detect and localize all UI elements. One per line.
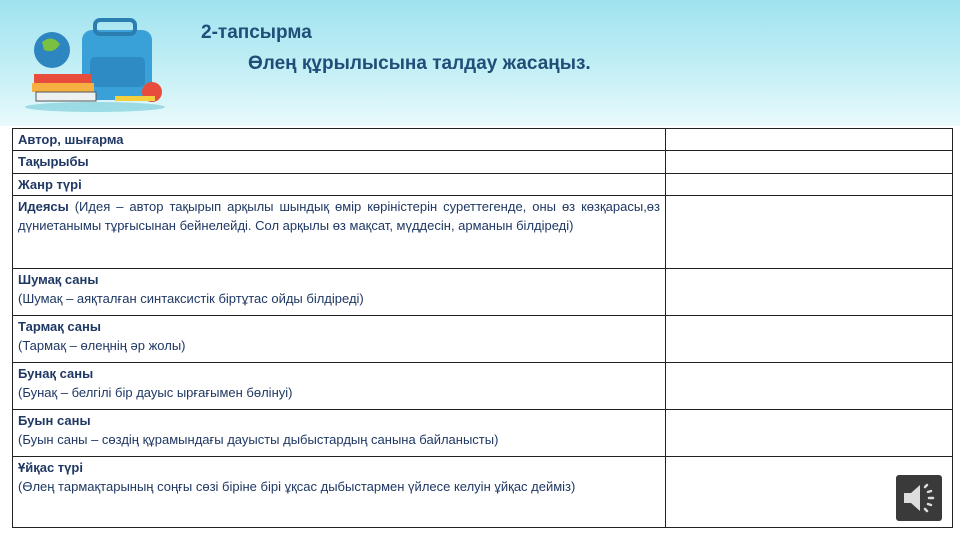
table-row	[13, 363, 953, 410]
answer-cell[interactable]	[666, 196, 953, 269]
table-row	[13, 269, 953, 316]
answer-cell[interactable]	[666, 410, 953, 457]
task-title: 2-тапсырма	[201, 22, 312, 43]
table-row	[13, 410, 953, 457]
row-label: Ұйқас түрі	[18, 460, 83, 475]
row-label: Бунақ саны	[18, 366, 94, 381]
table-row	[13, 151, 953, 174]
school-supplies-illustration	[20, 12, 170, 112]
row-label: Тақырыбы	[18, 154, 89, 169]
answer-cell[interactable]	[666, 363, 953, 410]
row-description: (Идея – автор тақырып арқылы шындық өмір көріністерін суреттегенде, оны өз көзқарасы,өз дүниетанымы тұрғысынан бейнелейді. Сол арқылы өз мақсат, мүддесін, арманын білдіреді)	[18, 199, 660, 233]
task-subtitle: Өлең құрылысына талдау жасаңыз.	[248, 53, 591, 74]
row-label: Буын саны	[18, 413, 91, 428]
speaker-icon	[896, 475, 942, 521]
table-row	[13, 129, 953, 151]
table-row	[13, 316, 953, 363]
row-label: Автор, шығарма	[18, 132, 124, 147]
answer-cell[interactable]	[666, 174, 953, 196]
row-label: Идеясы	[18, 199, 69, 214]
audio-button[interactable]	[896, 475, 942, 521]
answer-cell[interactable]	[666, 316, 953, 363]
row-label: Тармақ саны	[18, 319, 101, 334]
row-description: (Тармақ – өлеңнің әр жолы)	[18, 338, 186, 353]
table-row	[13, 174, 953, 196]
table-row	[13, 457, 953, 528]
row-label: Жанр түрі	[18, 177, 82, 192]
analysis-table	[12, 128, 953, 528]
answer-cell[interactable]	[666, 129, 953, 151]
header-banner	[0, 0, 960, 126]
table-row	[13, 196, 953, 269]
row-description: (Шумақ – аяқталған синтаксистік біртұтас ойды білдіреді)	[18, 291, 364, 306]
answer-cell[interactable]	[666, 151, 953, 174]
row-description: (Бунақ – белгілі бір дауыс ырғағымен бөлінуі)	[18, 385, 293, 400]
row-label: Шумақ саны	[18, 272, 99, 287]
row-description: (Буын саны – сөздің құрамындағы дауысты дыбыстардың санына байланысты)	[18, 432, 499, 447]
answer-cell[interactable]	[666, 269, 953, 316]
row-description: (Өлең тармақтарының соңғы сөзі біріне бірі ұқсас дыбыстармен үйлесе келуін ұйқас дейміз)	[18, 479, 576, 494]
